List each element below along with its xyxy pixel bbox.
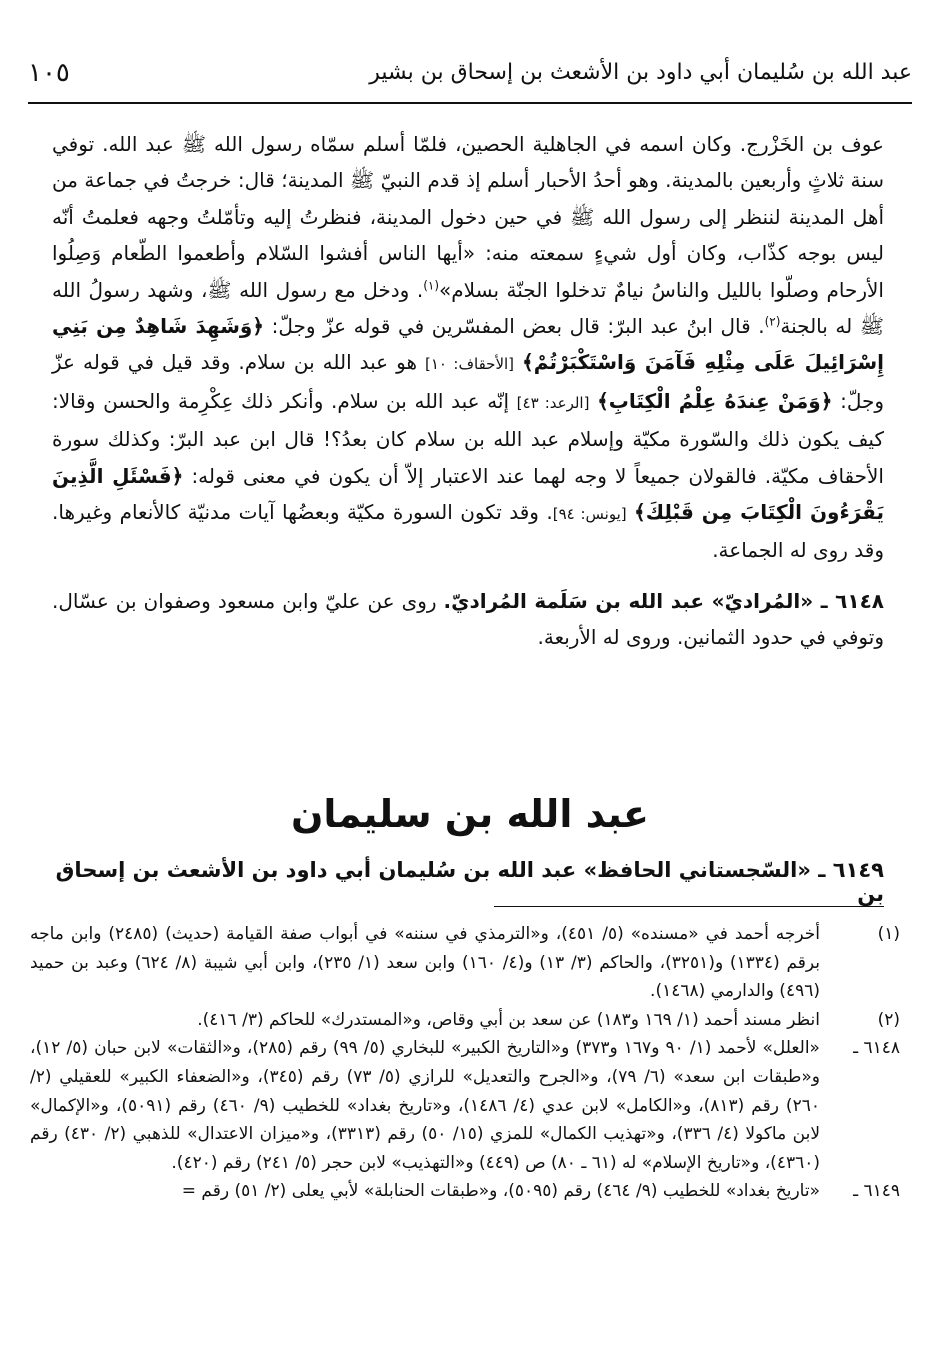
footnote-marker: ٦١٤٨ ـ	[853, 1038, 900, 1059]
entry-text: روى عن عليّ وابن مسعود وصفوان بن عسّال. وتوفي في حدود الثمانين. وروى له الأربعة.	[52, 588, 884, 650]
footnote-text: «العلل» لأحمد (١/ ٩٠ و١٦٧ و٣٧٣) و«التاريخ الكبير» للبخاري (٥/ ٩٩) رقم (٢٨٥)، و«الثقات» لابن حبان (٥/ ١٢)، و«طبقات ابن سعد» (٦/ ٧٩)، و«الجرح والتعديل» للرازي (٥/ ٧٣) رقم (٣٤٥)، و«الضعفاء الكبير» للعقيلي (٢/ ٢٦٠) رقم (٨١٣)، و«الكامل» لابن عدي (٤/ ١٤٨٦)، و«تاريخ بغداد» للخطيب (٩/ ٤٦٠) رقم (٥٠٩١)، و«الإكمال» لابن ماكولا (٤/ ٣٣٦)، و«تهذيب الكمال» للمزي (١٥/ ٥٠) رقم (٣٣١٣)، و«ميزان الاعتدال» للذهبي (٢/ ٤٣٠) رقم (٤٣٦٠)، و«تاريخ الإسلام» له (٦١ ـ ٨٠) ص (٤٤٩) و«التهذيب» لابن حجر (٥/ ٢٤١) رقم (٤٢٠).	[30, 1038, 821, 1173]
entry-heading: ٦١٤٨ ـ «المُراديّ» عبد الله بن سَلَمة المُراديّ.	[443, 588, 884, 613]
text-run: هو عبد الله بن سلام. وقد قيل في قوله عزّ وجلّ:	[52, 350, 884, 413]
text-run: . وقد تكون السورة مكيّة وبعضُها آيات مدنيّة كالأنعام وغيرها. وقد روى له الجماعة.	[52, 500, 884, 563]
page-header	[28, 52, 912, 104]
quran-verse: ﴿فَسْئَلِ الَّذِينَ يَقْرَءُونَ الْكِتَابَ مِن قَبْلِكَ﴾	[52, 463, 885, 525]
footnote-divider	[494, 906, 884, 907]
footnote	[30, 920, 900, 1006]
running-title: عبد الله بن سُليمان أبي داود بن الأشعث بن إسحاق بن بشير	[369, 60, 912, 85]
text-run: . قال ابنُ عبد البرّ: قال بعض المفسّرين في قوله عزّ وجلّ:	[271, 314, 765, 339]
footnote-text: أخرجه أحمد في «مسنده» (٥/ ٤٥١)، و«الترمذي في سننه» في أبواب صفة القيامة (حديث) (٢٤٨٥) وابن ماجه برقم (١٣٣٤) و(٣٢٥١)، والحاكم (٣/ ١٣) و(٤/ ١٦٠) وابن سعد (١/ ٢٣٥)، وابن أبي شيبة (٨/ ٦٢٤) وعبد بن حميد (٤٩٦) والدارمي (١٤٦٨).	[30, 924, 821, 1002]
footnotes	[30, 920, 900, 1206]
entry-6149-heading: ٦١٤٩ ـ «السّجستاني الحافظ» عبد الله بن سُليمان أبي داود بن الأشعث بن إسحاق بن	[55, 858, 884, 906]
footnote-marker: ٦١٤٩ ـ	[853, 1181, 900, 1202]
section-title: عبد الله بن سليمان	[291, 792, 649, 836]
footnote-marker: (١)	[877, 924, 900, 944]
quran-verse: ﴿وَشَهِدَ شَاهِدٌ مِن بَنِي إِسْرَائِيلَ عَلَى مِثْلِهِ فَآمَنَ وَاسْتَكْبَرْتُمْ﴾	[52, 314, 884, 375]
footnote-text: «تاريخ بغداد» للخطيب (٩/ ٤٦٤) رقم (٥٠٩٥)، و«طبقات الحنابلة» لأبي يعلى (٢/ ٥١) رقم =	[181, 1181, 820, 1202]
entry-6148	[52, 583, 884, 656]
text-run: عوف بن الخَزْرج. وكان اسمه في الجاهلية الحصين، فلمّا أسلم سمّاه رسول الله ﷺ عبد الله. توفي سنة ثلاثٍ وأربعين بالمدينة. وهو أحدُ الأحبار أسلم إذ قدم النبيّ ﷺ المدينة؛ قال: خرجتُ في جماعة من أهل المدينة لننظر إلى رسول الله ﷺ في حين دخول المدينة، فنظرتُ إليه وتأمّلتُ وجهه فعلمتُ أنّه ليس بوجه كذّاب، وكان أول شيءٍ سمعته منه: «أيها الناس أفشوا السّلام وأطعموا الطّعام وَصِلُوا الأرحام وصلّوا بالليل والناسُ نيامٌ تدخلوا الجنّة بسلام»	[52, 132, 884, 302]
footnote-text: انظر مسند أحمد (١/ ١٦٩ و١٨٣) عن سعد بن أبي وقاص، و«المستدرك» للحاكم (٣/ ٤١٦).	[197, 1009, 820, 1030]
footnote	[30, 1006, 900, 1035]
verse-reference: [الأحقاف: ١٠]	[425, 355, 515, 374]
main-text	[52, 126, 884, 656]
text-run: إنّه عبد الله بن سلام. وأنكر ذلك عِكْرِمة والحسن وقالا: كيف يكون ذلك والسّورة مكيّة وإسلام عبد الله بن سلام كان بعدُ؟! قال ابن عبد البرّ: وكذلك سورة الأحقاف مكيّة. فالقولان جميعاً لا وجه لهما عند الاعتبار إلاّ أن يكون في معنى قوله:	[52, 388, 884, 488]
footnote-ref[interactable]: (١)	[423, 277, 440, 292]
page-number: ١٠٥	[28, 58, 70, 88]
text-run: . ودخل مع رسول الله ﷺ، وشهد رسولُ الله ﷺ له بالجنة	[52, 277, 884, 339]
footnote	[30, 1177, 900, 1206]
verse-reference: [الرعد: ٤٣]	[516, 393, 590, 412]
footnote	[30, 1034, 900, 1177]
footnote-marker: (٢)	[877, 1009, 900, 1030]
footnote-ref[interactable]: (٢)	[764, 314, 781, 329]
verse-reference: [يونس: ٩٤]	[552, 505, 627, 524]
quran-verse: ﴿وَمَنْ عِندَهُ عِلْمُ الْكِتَابِ﴾	[597, 388, 833, 413]
paragraph	[52, 126, 884, 569]
